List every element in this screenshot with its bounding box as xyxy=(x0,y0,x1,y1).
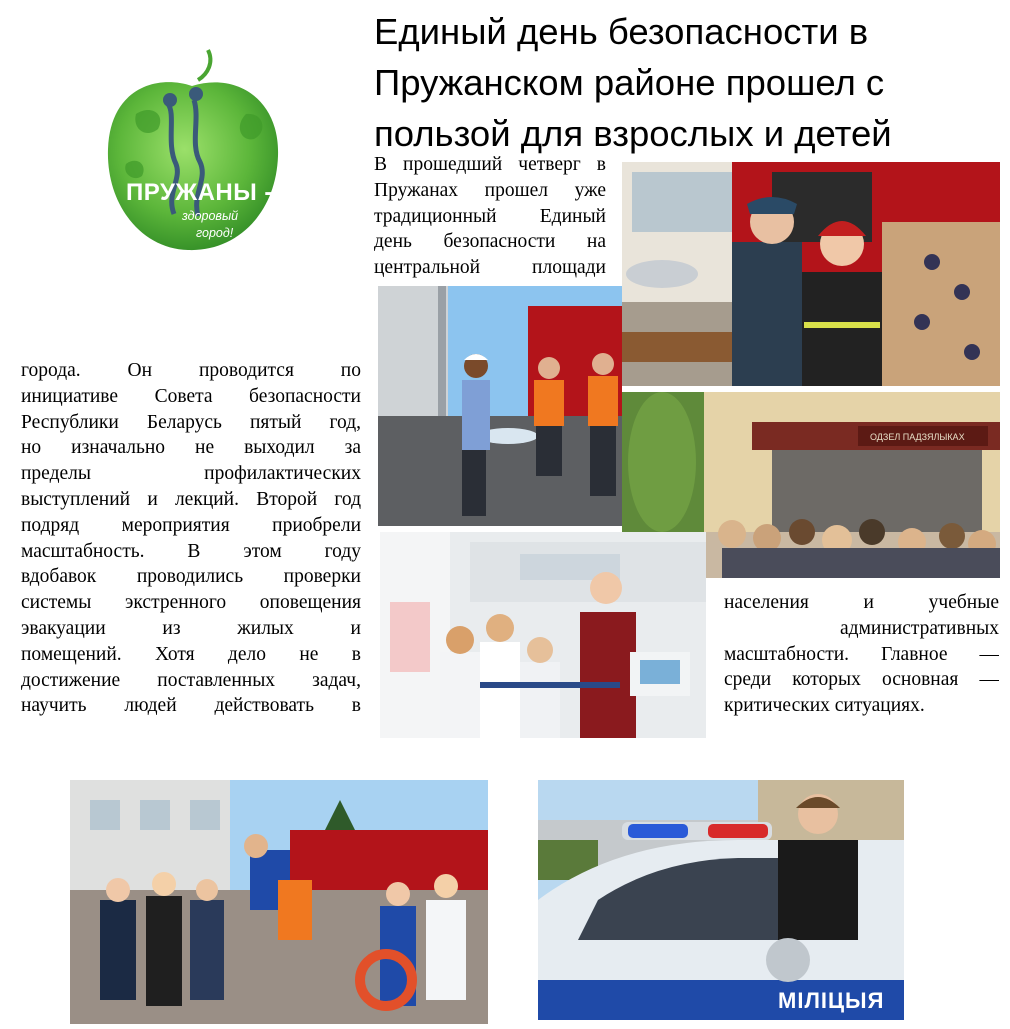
text-line: масштабности. Главное — xyxy=(724,643,999,665)
text-line: масштабность. В этом году xyxy=(21,540,361,562)
photo-workers-safety-vests xyxy=(378,286,622,526)
article-body-left xyxy=(21,358,361,719)
photo-police-car xyxy=(538,780,904,1020)
text-line: В прошедший четверг в xyxy=(374,154,606,175)
text-line: города. Он проводится по xyxy=(21,360,361,381)
pruzhany-healthy-city-logo xyxy=(96,44,288,264)
text-line: населения и учебные xyxy=(724,592,999,613)
text-line: центральной площади xyxy=(374,257,606,279)
title-line: пользой для взрослых и детей xyxy=(374,113,892,154)
text-line: Республики Беларусь пятый год, xyxy=(21,411,361,433)
text-line: системы экстренного оповещения xyxy=(21,592,361,614)
logo-tagline-2: город! xyxy=(196,226,234,240)
text-line: вдобавок проводились проверки xyxy=(21,566,361,588)
photo-ambulance-with-children xyxy=(380,532,706,738)
text-line: критических ситуациях. xyxy=(724,695,925,717)
text-line: научить людей действовать в xyxy=(21,695,361,717)
text-line: Пружанах прошел уже xyxy=(374,179,606,201)
text-line: эвакуации из жилых и xyxy=(21,617,361,639)
text-line: день безопасности на xyxy=(374,231,606,253)
article-title xyxy=(374,6,1004,159)
text-line: подряд мероприятия приобрели xyxy=(21,514,361,536)
title-line: Пружанском районе прошел с xyxy=(374,62,885,103)
article-body-right xyxy=(724,590,999,719)
police-car-label: МІЛІЦЫЯ xyxy=(778,988,885,1013)
text-line: достижение поставленных задач, xyxy=(21,669,361,691)
text-line: традиционный Единый xyxy=(374,205,606,227)
photo-firefighter-with-child xyxy=(622,162,1000,386)
title-line: Единый день безопасности в xyxy=(374,11,869,52)
text-line: административных xyxy=(840,617,999,639)
logo-name: ПРУЖАНЫ - xyxy=(126,179,273,206)
article-intro xyxy=(374,152,606,281)
text-line: пределы профилактических xyxy=(21,463,361,485)
text-line: среди которых основная — xyxy=(724,669,999,691)
photo-children-group xyxy=(70,780,488,1024)
logo-tagline-1: здоровый xyxy=(182,209,239,223)
text-line: инициативе Совета безопасности xyxy=(21,385,361,407)
building-sign-text: ОДЗЕЛ ПАДЗЯЛЫКАХ xyxy=(870,432,965,442)
text-line: помещений. Хотя дело не в xyxy=(21,643,361,665)
text-line: но изначально не выходил за xyxy=(21,437,361,459)
text-line: выступлений и лекций. Второй год xyxy=(21,488,361,510)
